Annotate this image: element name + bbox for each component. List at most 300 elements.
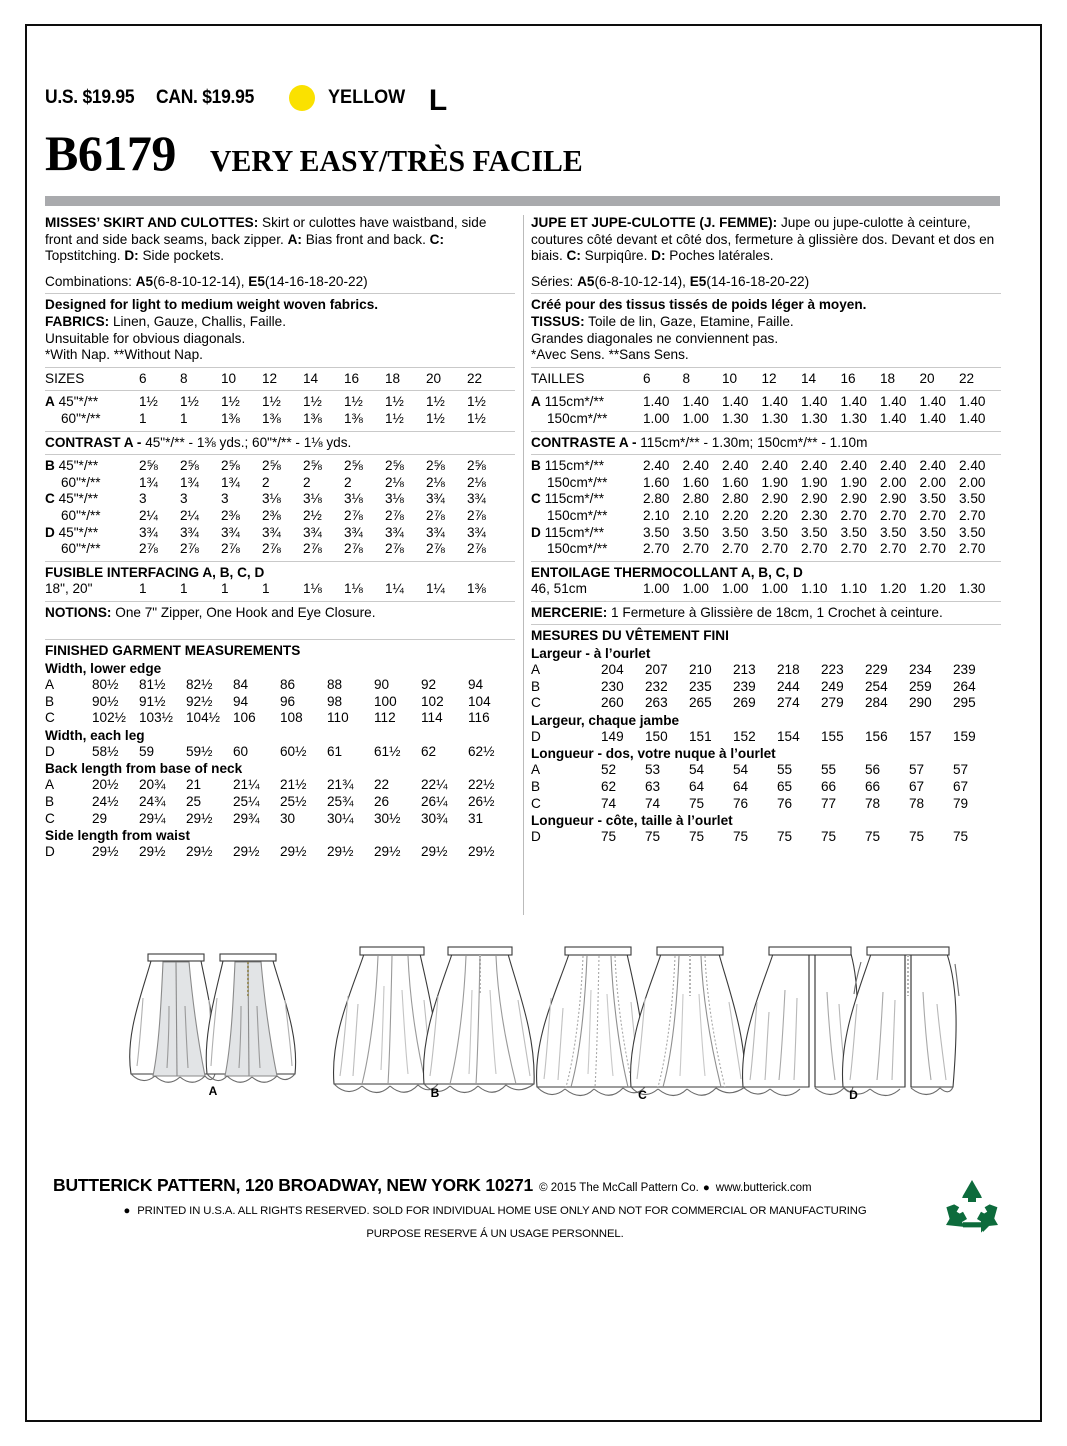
value-cell: 2.40	[722, 458, 749, 474]
table-row	[531, 829, 1001, 846]
fgm-group-title: Largeur, chaque jambe	[531, 712, 680, 728]
view-letter: D	[45, 524, 55, 540]
value-cell: 8	[180, 370, 188, 386]
row-label: 60"*/**	[61, 507, 101, 523]
value-cell: 96	[280, 693, 296, 709]
figure-b	[320, 924, 550, 1109]
value-cell: 1½	[344, 394, 363, 410]
value-cell: 204	[601, 662, 624, 678]
view-letter: D	[531, 829, 541, 845]
table-row	[45, 458, 515, 475]
table-row	[531, 581, 1001, 598]
table-row	[45, 394, 515, 411]
value-cell: 156	[865, 728, 888, 744]
value-cell: 22	[374, 777, 390, 793]
combinations-label: Séries:	[531, 273, 578, 289]
view-letter: A	[531, 394, 541, 410]
value-cell: 3.50	[722, 524, 749, 540]
view-letter: A	[45, 777, 55, 793]
value-cell: 210	[689, 662, 712, 678]
value-cell: 2⅞	[344, 507, 363, 523]
price-row	[45, 84, 448, 117]
value-cell: 2.70	[880, 507, 907, 523]
value-cell: 29	[92, 810, 108, 826]
value-cell: 10	[221, 370, 237, 386]
value-cell: 2.40	[919, 458, 946, 474]
value-cell: 2⅞	[180, 541, 199, 557]
value-cell: 106	[233, 710, 256, 726]
value-cell: 30½	[374, 810, 401, 826]
sizes-header-table	[531, 371, 1001, 388]
difficulty-tagline: VERY EASY/TRÈS FACILE	[209, 143, 583, 178]
table-row	[531, 491, 1001, 508]
row-label: 150cm*/**	[547, 410, 608, 426]
value-cell: 1.90	[801, 474, 828, 490]
yardage-table-a	[531, 394, 1001, 427]
interfacing-header: FUSIBLE INTERFACING A, B, C, D	[45, 564, 265, 580]
value-cell: 3.50	[919, 491, 946, 507]
value-cell: 259	[909, 678, 932, 694]
value-cell: 1½	[385, 410, 404, 426]
value-cell: 1.30	[840, 410, 867, 426]
value-cell: 25¾	[327, 794, 354, 810]
fgm-group-title: Width, lower edge	[45, 661, 162, 677]
row-values	[139, 475, 515, 492]
value-cell: 1.40	[801, 394, 828, 410]
value-cell: 1.40	[682, 394, 709, 410]
fabrics-body: Linen, Gauze, Challis, Faille.	[109, 313, 287, 329]
value-cell: 1.30	[959, 581, 986, 597]
garment-illustrations	[45, 920, 1001, 1130]
divider	[531, 601, 1001, 602]
value-cell: 1⅛	[344, 581, 363, 597]
value-cell: 2.80	[722, 491, 749, 507]
value-cell: 92	[421, 677, 437, 693]
table-row	[531, 475, 1001, 492]
value-cell: 2⅞	[385, 507, 404, 523]
value-cell: 1½	[180, 394, 199, 410]
value-cell: 26¼	[421, 794, 448, 810]
value-cell: 75	[645, 829, 661, 845]
description-label-c: C:	[429, 231, 444, 247]
fgm-table	[45, 677, 515, 727]
value-cell: 6	[139, 370, 147, 386]
footer-website[interactable]: www.butterick.com	[715, 1182, 812, 1194]
fgm-group-title: Longueur - dos, votre nuque à l’ourlet	[531, 746, 776, 762]
table-row	[531, 541, 1001, 558]
value-cell: 12	[262, 370, 278, 386]
value-cell: 75	[601, 829, 617, 845]
value-cell: 265	[689, 695, 712, 711]
value-cell: 3¾	[426, 491, 445, 507]
row-label: 60"*/**	[61, 474, 101, 490]
value-cell: 64	[733, 779, 749, 795]
row-values	[139, 541, 515, 558]
interfacing-values	[139, 581, 508, 596]
value-cell: 1.40	[643, 394, 670, 410]
figure-a-label: A	[208, 1084, 218, 1098]
value-cell: 25½	[280, 794, 307, 810]
value-cell: 2.10	[682, 507, 709, 523]
row-values	[139, 411, 515, 428]
table-row	[531, 394, 1001, 411]
value-cell: 3⅛	[344, 491, 363, 507]
value-cell: 284	[865, 695, 888, 711]
combination-a5: A5	[135, 273, 154, 289]
value-cell: 14	[801, 370, 817, 386]
nap-line: *With Nap. **Without Nap.	[45, 347, 203, 363]
figure-d-label: D	[849, 1088, 858, 1102]
value-cell: 74	[645, 795, 661, 811]
value-cell: 2.90	[880, 491, 907, 507]
divider	[531, 454, 1001, 455]
table-row	[45, 541, 515, 558]
color-word: YELLOW	[327, 87, 405, 108]
value-cell: 8	[682, 370, 691, 386]
value-cell: 1½	[221, 394, 240, 410]
value-cell: 1½	[467, 410, 486, 426]
value-cell: 2.20	[761, 507, 788, 523]
value-cell: 229	[865, 662, 888, 678]
value-cell: 2.80	[682, 491, 709, 507]
view-letter: C	[45, 710, 55, 726]
description-body: Skirt or culottes have waistband, side front and side back seams, back zipper.	[45, 215, 487, 247]
fgm-group-title: Longueur - côte, taille à l’ourlet	[531, 813, 733, 829]
view-letter: B	[45, 794, 55, 810]
row-label: 150cm*/**	[547, 541, 608, 557]
table-row	[45, 710, 515, 727]
value-cell: 59	[139, 743, 155, 759]
title-row	[45, 125, 598, 181]
value-cell: 30¾	[421, 810, 448, 826]
value-cell: 154	[777, 728, 800, 744]
value-cell: 290	[909, 695, 932, 711]
value-cell: 29½	[139, 844, 166, 860]
combinations-line	[531, 274, 1001, 291]
fgm-table	[45, 844, 515, 861]
table-row	[45, 844, 515, 861]
value-cell: 155	[821, 728, 844, 744]
interfacing-cells	[643, 581, 1001, 598]
value-cell: 207	[645, 662, 668, 678]
fgm-table	[531, 762, 1001, 812]
value-cell: 235	[689, 678, 712, 694]
value-cell: 2⅜	[221, 507, 240, 523]
value-cell: 1.20	[880, 581, 907, 597]
value-cell: 1.40	[840, 394, 867, 410]
fgm-header: FINISHED GARMENT MEASUREMENTS	[45, 643, 301, 659]
yardage-table	[45, 394, 515, 427]
value-cell: 92½	[186, 693, 213, 709]
view-letter: A	[45, 394, 55, 410]
table-row	[531, 695, 1001, 712]
value-cell: 2.70	[919, 507, 946, 523]
price-can: CAN. $19.95	[156, 87, 255, 108]
footer-bullet-icon-2: ●	[123, 1205, 131, 1217]
value-cell: 1.90	[761, 474, 788, 490]
view-letter: A	[531, 762, 541, 778]
value-cell: 1½	[262, 394, 281, 410]
unsuitable-line: Unsuitable for obvious diagonals.	[45, 330, 246, 346]
value-cell: 2⅞	[426, 507, 445, 523]
value-cell: 1.00	[682, 410, 709, 426]
value-cell: 94	[468, 677, 484, 693]
value-cell: 98	[327, 693, 343, 709]
fgm-table	[45, 744, 515, 761]
value-cell: 25¼	[233, 794, 260, 810]
interfacing-values	[643, 581, 999, 596]
footer-company: BUTTERICK PATTERN, 120 BROADWAY, NEW YORK 10271	[53, 1175, 534, 1195]
value-cell: 2⅝	[344, 458, 363, 474]
value-cell: 91½	[139, 693, 166, 709]
value-cell: 1½	[303, 394, 322, 410]
row-values	[601, 796, 1001, 813]
value-cell: 57	[909, 762, 925, 778]
size-group-letter: L	[428, 84, 448, 117]
value-cell: 2⅝	[139, 458, 158, 474]
value-cell: 2.70	[643, 541, 670, 557]
value-cell: 1⅜	[262, 410, 281, 426]
row-values	[601, 829, 1001, 846]
table-row	[531, 679, 1001, 696]
contrast-body: 115cm*/** - 1.30m; 150cm*/** - 1.10m	[640, 434, 868, 450]
yardage-table	[531, 458, 1001, 558]
value-cell: 114	[421, 710, 443, 726]
footer-copyright: © 2015 The McCall Pattern Co.	[539, 1182, 699, 1194]
value-cell: 1.90	[840, 474, 867, 490]
value-cell: 59½	[186, 743, 213, 759]
value-cell: 1.30	[761, 410, 788, 426]
combinations-line	[45, 274, 515, 291]
value-cell: 76	[777, 795, 793, 811]
value-cell: 1¼	[385, 581, 404, 597]
value-cell: 2⅞	[385, 541, 404, 557]
value-cell: 75	[689, 795, 705, 811]
value-cell: 29½	[374, 844, 401, 860]
description-title: MISSES’ SKIRT AND CULOTTES:	[45, 215, 259, 230]
row-label: D 45"*/**	[45, 524, 99, 540]
value-cell: 67	[953, 779, 969, 795]
row-values	[643, 458, 1001, 475]
value-cell: 3¾	[385, 524, 404, 540]
table-row	[45, 811, 515, 828]
value-cell: 75	[821, 829, 837, 845]
fgm-group-title: Width, each leg	[45, 727, 145, 743]
value-cell: 1⅜	[303, 410, 322, 426]
value-cell: 2.70	[682, 541, 709, 557]
value-cell: 2.20	[722, 507, 749, 523]
row-values	[601, 779, 1001, 796]
value-cell: 1.30	[722, 410, 749, 426]
divider	[531, 293, 1001, 294]
value-cell: 2	[303, 474, 311, 490]
value-cell: 1	[139, 410, 147, 426]
row-values	[601, 762, 1001, 779]
table-row	[45, 794, 515, 811]
value-cell: 218	[777, 662, 800, 678]
value-cell: 2.80	[643, 491, 670, 507]
value-cell: 1.60	[722, 474, 749, 490]
value-cell: 1½	[426, 394, 445, 410]
value-cell: 14	[303, 370, 319, 386]
fgm-group-title: Side length from waist	[45, 828, 191, 844]
row-label: 150cm*/**	[547, 474, 608, 490]
view-letter: C	[531, 491, 541, 507]
value-cell: 100	[374, 693, 397, 709]
fgm-groups	[531, 645, 1001, 846]
row-values	[92, 694, 515, 711]
value-cell: 82½	[186, 677, 213, 693]
table-row	[531, 458, 1001, 475]
description-body-a: Bias front and back.	[301, 231, 430, 247]
row-values	[92, 811, 515, 828]
value-cell: 2⅝	[303, 458, 322, 474]
row-values	[92, 710, 515, 727]
value-cell: 1½	[139, 394, 158, 410]
value-cell: 25	[186, 794, 202, 810]
fgm-group-title: Back length from base of neck	[45, 761, 243, 777]
value-cell: 2⅜	[262, 507, 281, 523]
value-cell: 2⅞	[467, 507, 486, 523]
value-cell: 2⅞	[221, 541, 240, 557]
row-values	[601, 729, 1001, 746]
value-cell: 1.60	[643, 474, 670, 490]
divider	[45, 431, 515, 432]
value-cell: 3¾	[139, 524, 158, 540]
divider	[531, 561, 1001, 562]
value-cell: 1¾	[139, 474, 158, 490]
value-cell: 2.40	[840, 458, 867, 474]
value-cell: 2⅞	[262, 541, 281, 557]
view-letter: A	[45, 677, 55, 693]
description-title: JUPE ET JUPE-CULOTTE (J. FEMME):	[531, 215, 778, 230]
value-cell: 269	[733, 695, 756, 711]
value-cell: 54	[733, 762, 749, 778]
value-cell: 244	[777, 678, 800, 694]
sizes-header-table	[45, 371, 515, 388]
value-cell: 2.70	[801, 541, 828, 557]
combinations-label: Combinations:	[45, 273, 136, 289]
row-values	[139, 458, 515, 475]
value-cell: 1⅜	[467, 581, 486, 597]
value-cell: 232	[645, 678, 668, 694]
contrast-label: CONTRAST A -	[45, 434, 146, 450]
row-values	[92, 677, 515, 694]
row-values	[643, 541, 1001, 558]
value-cell: 1½	[467, 394, 486, 410]
value-cell: 1¼	[426, 581, 445, 597]
value-cell: 295	[953, 695, 976, 711]
footer-rights-line	[45, 1205, 945, 1217]
column-english	[45, 215, 515, 861]
figure-d	[731, 924, 976, 1111]
value-cell: 61½	[374, 743, 401, 759]
view-letter: B	[45, 693, 55, 709]
value-cell: 55	[777, 762, 793, 778]
value-cell: 2.40	[801, 458, 828, 474]
value-cell: 1.00	[643, 410, 670, 426]
row-label: A 115cm*/**	[531, 394, 605, 410]
value-cell: 18	[385, 370, 401, 386]
value-cell: 3¾	[180, 524, 199, 540]
row-label: C 115cm*/**	[531, 491, 605, 507]
value-cell: 94	[233, 693, 249, 709]
value-cell: 90	[374, 677, 390, 693]
value-cell: 81½	[139, 677, 166, 693]
description-body-c: Surpiqûre.	[580, 248, 652, 264]
row-values	[139, 394, 515, 411]
row-values	[643, 491, 1001, 508]
description-body: Jupe ou jupe-culotte à ceinture, coutures côté devant et côté dos, fermeture à glissière dos. Devant et dos en biais.	[531, 215, 995, 264]
combination-e5-sizes: (14-16-18-20-22)	[706, 273, 810, 289]
value-cell: 3¾	[221, 524, 240, 540]
row-label: A 45"*/**	[45, 394, 99, 410]
value-cell: 2	[262, 474, 270, 490]
combination-a5: A5	[577, 273, 595, 289]
row-values	[139, 508, 515, 525]
value-cell: 2.40	[880, 458, 907, 474]
fgm-groups	[45, 660, 515, 861]
value-cell: 3.50	[643, 524, 670, 540]
value-cell: 29½	[186, 810, 213, 826]
value-cell: 159	[953, 728, 976, 744]
value-cell: 1.40	[880, 410, 907, 426]
value-cell: 151	[689, 728, 712, 744]
fgm-group-title: Largeur - à l’ourlet	[531, 646, 651, 662]
table-row	[531, 729, 1001, 746]
value-cell: 264	[953, 678, 976, 694]
table-row	[531, 525, 1001, 542]
value-cell: 1	[180, 581, 188, 597]
table-row	[45, 777, 515, 794]
table-row	[531, 662, 1001, 679]
divider	[45, 561, 515, 562]
value-cell: 152	[733, 728, 756, 744]
value-cell: 80½	[92, 677, 119, 693]
value-cell: 21¾	[327, 777, 354, 793]
figure-c-drawing	[525, 924, 760, 1106]
value-cell: 3⅛	[303, 491, 322, 507]
value-cell: 2.00	[959, 474, 986, 490]
table-row	[45, 677, 515, 694]
value-cell: 2.70	[880, 541, 907, 557]
value-cell: 2.40	[643, 458, 670, 474]
value-cell: 263	[645, 695, 668, 711]
value-cell: 2.70	[840, 541, 867, 557]
value-cell: 1.40	[919, 410, 946, 426]
value-cell: 2.90	[801, 491, 828, 507]
value-cell: 2⅝	[221, 458, 240, 474]
fabrics-line	[45, 314, 515, 331]
value-cell: 88	[327, 677, 343, 693]
value-cell: 78	[909, 795, 925, 811]
view-letter: B	[531, 779, 541, 795]
value-cell: 2.90	[761, 491, 788, 507]
value-cell: 2⅝	[180, 458, 199, 474]
row-label: B 115cm*/**	[531, 458, 605, 474]
value-cell: 213	[733, 662, 756, 678]
value-cell: 22	[959, 370, 975, 386]
column-divider	[523, 215, 524, 915]
row-label: C 45"*/**	[45, 491, 99, 507]
divider	[531, 431, 1001, 432]
description-label-a: A:	[287, 231, 302, 247]
value-cell: 112	[374, 710, 396, 726]
combination-a5-sizes: (6-8-10-12-14),	[153, 273, 249, 289]
value-cell: 2.70	[919, 541, 946, 557]
value-cell: 2¼	[139, 507, 158, 523]
value-cell: 3	[139, 491, 147, 507]
